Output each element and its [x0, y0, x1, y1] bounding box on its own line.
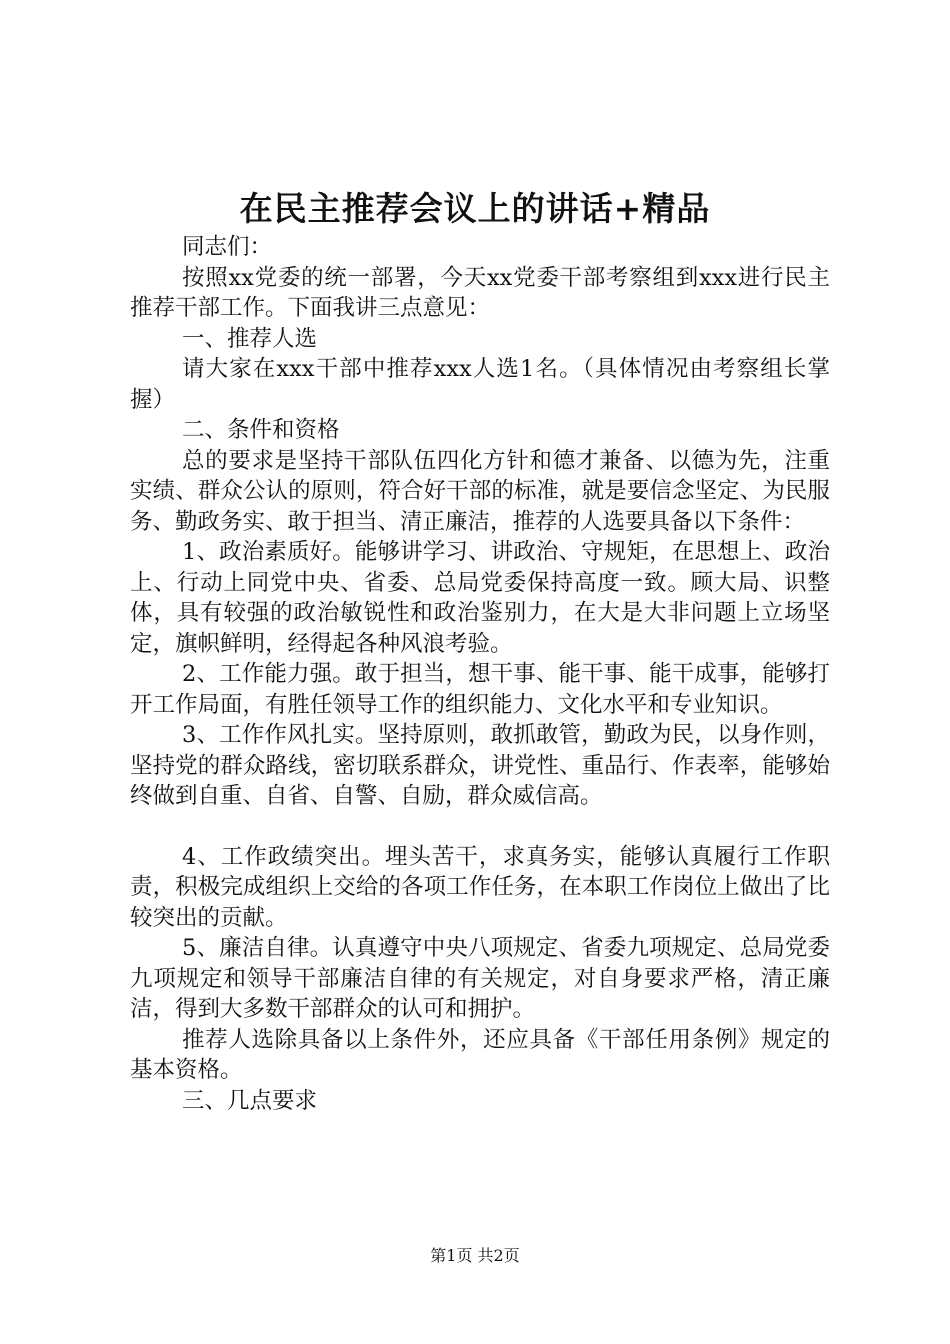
heading-section-1: 一、推荐人选	[182, 325, 318, 352]
paragraph-requirements: 总的要求是坚持干部队伍四化方针和德才兼备、以德为先，注重实绩、群众公认的原则，符合好干部的标准，就是要信念坚定、为民服务、勤政务实、敢于担当、清正廉洁，推荐的人选要具备以下条件：	[130, 447, 830, 535]
condition-item-1: 1、政治素质好。能够讲学习、讲政治、守规矩，在思想上、政治上、行动上同党中央、省委、总局党委保持高度一致。顾大局、识整体，具有较强的政治敏锐性和政治鉴别力，在大是大非问题上立场坚定，旗帜鲜明，经得起各种风浪考验。	[130, 539, 830, 657]
condition-item-3: 3、工作作风扎实。坚持原则，敢抓敢管，勤政为民，以身作则，坚持党的群众路线，密切联系群众，讲党性、重品行、作表率，能够始终做到自重、自省、自警、自励，群众威信高。	[130, 722, 830, 809]
page-footer: 第1页 共2页	[430, 1246, 520, 1265]
condition-item-4: 4、工作政绩突出。埋头苦干，求真务实，能够认真履行工作职责，积极完成组织上交给的各项工作任务，在本职工作岗位上做出了比较突出的贡献。	[130, 843, 830, 931]
heading-section-2: 二、条件和资格	[182, 417, 340, 443]
condition-item-5: 5、廉洁自律。认真遵守中央八项规定、省委九项规定、总局党委九项规定和领导干部廉洁自律的有关规定，对自身要求严格，清正廉洁，得到大多数干部群众的认可和拥护。	[130, 935, 830, 1022]
document-title: 在民主推荐会议上的讲话+精品	[239, 189, 711, 228]
document-body	[130, 232, 830, 1116]
blank-line	[130, 812, 830, 842]
heading-section-3: 三、几点要求	[182, 1087, 318, 1114]
paragraph-qualification: 推荐人选除具备以上条件外，还应具备《干部任用条例》规定的基本资格。	[130, 1026, 830, 1083]
condition-item-2: 2、工作能力强。敢于担当，想干事、能干事、能干成事，能够打开工作局面，有胜任领导工作的组织能力、文化水平和专业知识。	[130, 661, 830, 718]
salutation: 同志们：	[182, 234, 273, 260]
paragraph-recommend: 请大家在xxx干部中推荐xxx人选1名。（具体情况由考察组长掌握）	[130, 356, 830, 413]
paragraph-intro: 按照xx党委的统一部署，今天xx党委干部考察组到xxx进行民主推荐干部工作。下面我讲三点意见：	[130, 264, 830, 321]
